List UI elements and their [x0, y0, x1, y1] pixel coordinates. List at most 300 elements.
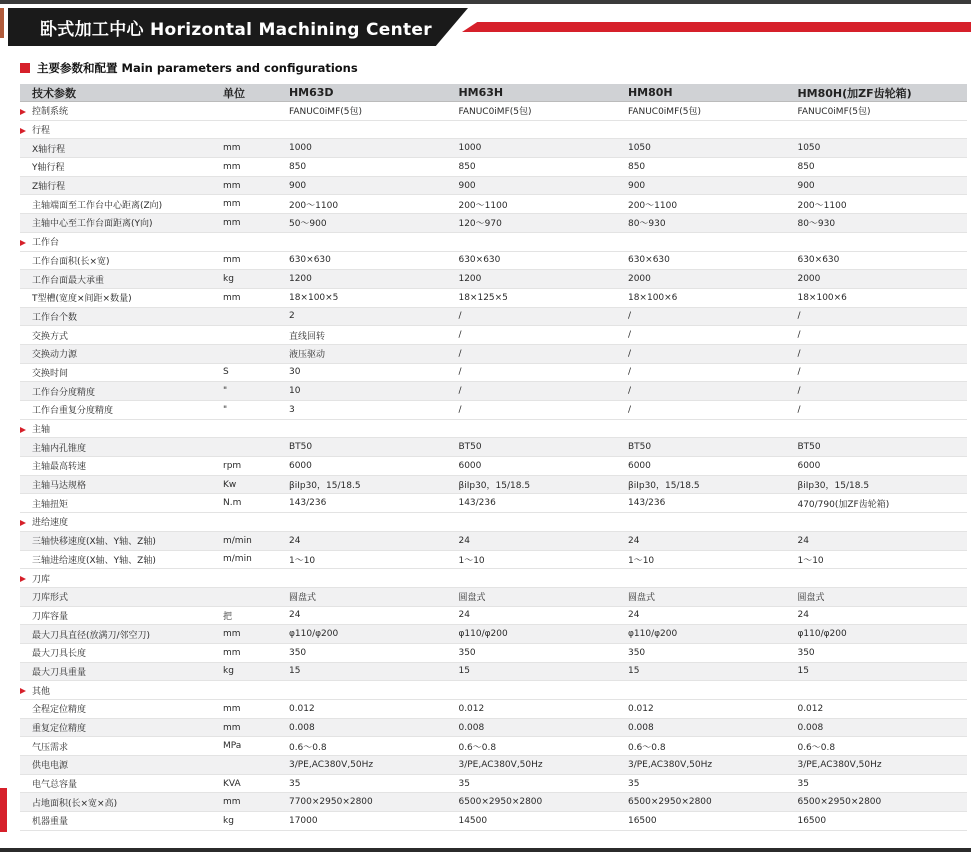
red-triangle-icon — [20, 520, 26, 526]
value-cell — [289, 513, 459, 532]
page-title: 卧式加工中心 Horizontal Machining Center — [40, 20, 432, 40]
unit-cell: 把 — [223, 606, 289, 625]
unit-cell — [223, 756, 289, 775]
param-name-cell: 主轴端面至工作台中心距离(Z向) — [20, 195, 223, 214]
value-cell: / — [458, 401, 628, 420]
unit-cell — [223, 307, 289, 326]
param-name-cell: 工作台面积(长×宽) — [20, 251, 223, 270]
value-cell: 24 — [628, 606, 798, 625]
value-cell: 24 — [458, 531, 628, 550]
table-row — [20, 401, 967, 420]
value-cell: 850 — [458, 158, 628, 177]
column-header-hm63d: HM63D — [289, 84, 459, 102]
param-name-cell: 最大刀具长度 — [20, 643, 223, 662]
value-cell: 圆盘式 — [628, 587, 798, 606]
group-label: 其他 — [32, 686, 51, 697]
value-cell: 圆盘式 — [797, 587, 967, 606]
param-name-cell: 主轴马达规格 — [20, 475, 223, 494]
table-header-row — [20, 84, 967, 102]
value-cell: 200～1100 — [628, 195, 798, 214]
unit-cell — [223, 419, 289, 438]
value-cell: 1000 — [289, 139, 459, 158]
value-cell — [458, 120, 628, 139]
value-cell: φ110/φ200 — [289, 625, 459, 644]
param-name-cell: 气压需求 — [20, 737, 223, 756]
value-cell: 18×100×6 — [628, 288, 798, 307]
value-cell: 15 — [458, 662, 628, 681]
param-name-cell: 供电电源 — [20, 756, 223, 775]
value-cell: 630×630 — [289, 251, 459, 270]
group-label: 行程 — [32, 126, 51, 137]
value-cell: / — [628, 401, 798, 420]
table-row — [20, 251, 967, 270]
unit-cell: mm — [223, 700, 289, 719]
value-cell: 630×630 — [797, 251, 967, 270]
value-cell: 35 — [458, 774, 628, 793]
value-cell: φ110/φ200 — [628, 625, 798, 644]
table-group-row — [20, 569, 967, 588]
value-cell: / — [797, 326, 967, 345]
table-row — [20, 494, 967, 513]
param-name-cell: 重复定位精度 — [20, 718, 223, 737]
value-cell: BT50 — [458, 438, 628, 457]
value-cell — [289, 232, 459, 251]
unit-cell — [223, 569, 289, 588]
value-cell: 2000 — [628, 270, 798, 289]
red-triangle-icon — [20, 240, 26, 246]
param-name-cell — [20, 513, 223, 532]
value-cell — [289, 419, 459, 438]
value-cell: βiIp30，15/18.5 — [628, 475, 798, 494]
table-row — [20, 774, 967, 793]
spec-table-body — [20, 102, 967, 831]
group-label: 进给速度 — [32, 518, 69, 529]
value-cell: / — [628, 307, 798, 326]
value-cell: 6000 — [458, 457, 628, 476]
value-cell: 900 — [289, 176, 459, 195]
unit-cell: kg — [223, 270, 289, 289]
value-cell: 1～10 — [797, 550, 967, 569]
param-name-cell: X轴行程 — [20, 139, 223, 158]
value-cell — [458, 513, 628, 532]
value-cell: 1050 — [628, 139, 798, 158]
value-cell: 630×630 — [458, 251, 628, 270]
unit-cell: " — [223, 382, 289, 401]
table-row — [20, 457, 967, 476]
param-name-cell — [20, 102, 223, 121]
column-header-unit: 单位 — [223, 84, 289, 102]
value-cell — [289, 569, 459, 588]
unit-cell — [223, 120, 289, 139]
group-label: 刀库 — [32, 574, 51, 585]
table-row — [20, 643, 967, 662]
unit-cell: m/min — [223, 531, 289, 550]
spec-table — [20, 84, 967, 831]
value-cell: 16500 — [628, 812, 798, 831]
value-cell: 15 — [289, 662, 459, 681]
param-name-cell: 主轴扭矩 — [20, 494, 223, 513]
table-row — [20, 531, 967, 550]
value-cell: 35 — [289, 774, 459, 793]
value-cell: 120～970 — [458, 214, 628, 233]
value-cell: / — [458, 307, 628, 326]
value-cell: 143/236 — [458, 494, 628, 513]
value-cell: 18×125×5 — [458, 288, 628, 307]
value-cell: 0.012 — [628, 700, 798, 719]
value-cell: 24 — [458, 606, 628, 625]
table-row — [20, 662, 967, 681]
top-border — [0, 0, 971, 4]
table-row — [20, 812, 967, 831]
unit-cell: rpm — [223, 457, 289, 476]
unit-cell: MPa — [223, 737, 289, 756]
value-cell: 0.6～0.8 — [797, 737, 967, 756]
value-cell: 35 — [797, 774, 967, 793]
value-cell — [797, 681, 967, 700]
unit-cell: mm — [223, 214, 289, 233]
table-row — [20, 288, 967, 307]
column-header-hm80h-zf: HM80H(加ZF齿轮箱) — [797, 84, 967, 102]
table-row — [20, 756, 967, 775]
group-label: 控制系统 — [32, 107, 69, 118]
table-row — [20, 214, 967, 233]
value-cell: 900 — [797, 176, 967, 195]
value-cell: 24 — [797, 531, 967, 550]
unit-cell: mm — [223, 176, 289, 195]
value-cell: βiIp30，15/18.5 — [458, 475, 628, 494]
value-cell: / — [797, 382, 967, 401]
value-cell: / — [458, 326, 628, 345]
value-cell: / — [628, 326, 798, 345]
value-cell: 1200 — [458, 270, 628, 289]
group-label: 工作台 — [32, 238, 60, 249]
table-row — [20, 625, 967, 644]
param-name-cell: 刀库容量 — [20, 606, 223, 625]
value-cell: / — [628, 382, 798, 401]
value-cell: 6500×2950×2800 — [628, 793, 798, 812]
value-cell: / — [628, 344, 798, 363]
table-row — [20, 344, 967, 363]
value-cell: 143/236 — [628, 494, 798, 513]
param-name-cell: 占地面积(长×宽×高) — [20, 793, 223, 812]
value-cell: 0.008 — [797, 718, 967, 737]
value-cell: 0.6～0.8 — [458, 737, 628, 756]
section-heading — [20, 60, 358, 76]
value-cell: 200～1100 — [289, 195, 459, 214]
param-name-cell: 交换方式 — [20, 326, 223, 345]
unit-cell: mm — [223, 625, 289, 644]
red-triangle-icon — [20, 576, 26, 582]
value-cell: 200～1100 — [797, 195, 967, 214]
unit-cell — [223, 232, 289, 251]
value-cell: 15 — [797, 662, 967, 681]
value-cell — [458, 681, 628, 700]
table-group-row — [20, 232, 967, 251]
table-group-row — [20, 102, 967, 121]
unit-cell: KVA — [223, 774, 289, 793]
value-cell: 3/PE,AC380V,50Hz — [628, 756, 798, 775]
value-cell: 900 — [628, 176, 798, 195]
param-name-cell: T型槽(宽度×间距×数量) — [20, 288, 223, 307]
value-cell: 0.6～0.8 — [628, 737, 798, 756]
value-cell: 1000 — [458, 139, 628, 158]
unit-cell — [223, 513, 289, 532]
value-cell: 16500 — [797, 812, 967, 831]
value-cell: BT50 — [628, 438, 798, 457]
value-cell: 圆盘式 — [458, 587, 628, 606]
value-cell — [628, 569, 798, 588]
value-cell: 6000 — [289, 457, 459, 476]
value-cell: 1～10 — [458, 550, 628, 569]
value-cell — [797, 120, 967, 139]
param-name-cell: 刀库形式 — [20, 587, 223, 606]
unit-cell: kg — [223, 812, 289, 831]
param-name-cell: Y轴行程 — [20, 158, 223, 177]
value-cell: 3/PE,AC380V,50Hz — [458, 756, 628, 775]
param-name-cell: 最大刀具重量 — [20, 662, 223, 681]
value-cell: 35 — [628, 774, 798, 793]
value-cell: 900 — [458, 176, 628, 195]
value-cell: 24 — [289, 606, 459, 625]
value-cell: 1050 — [797, 139, 967, 158]
value-cell: 6500×2950×2800 — [797, 793, 967, 812]
value-cell: / — [458, 363, 628, 382]
value-cell: 350 — [628, 643, 798, 662]
bottom-border — [0, 848, 971, 852]
table-group-row — [20, 681, 967, 700]
table-row — [20, 307, 967, 326]
value-cell: 7700×2950×2800 — [289, 793, 459, 812]
title-red-stripe — [462, 22, 971, 32]
unit-cell — [223, 438, 289, 457]
value-cell: FANUC0iMF(5包) — [458, 102, 628, 121]
value-cell: / — [458, 344, 628, 363]
table-row — [20, 382, 967, 401]
value-cell: βiIp30，15/18.5 — [797, 475, 967, 494]
unit-cell: " — [223, 401, 289, 420]
value-cell: βiIp30，15/18.5 — [289, 475, 459, 494]
table-row — [20, 363, 967, 382]
value-cell: FANUC0iMF(5包) — [797, 102, 967, 121]
table-row — [20, 326, 967, 345]
column-header-hm63h: HM63H — [458, 84, 628, 102]
param-name-cell: 全程定位精度 — [20, 700, 223, 719]
table-group-row — [20, 513, 967, 532]
table-row — [20, 270, 967, 289]
value-cell — [458, 569, 628, 588]
param-name-cell: 主轴内孔锥度 — [20, 438, 223, 457]
value-cell: 30 — [289, 363, 459, 382]
value-cell: 15 — [628, 662, 798, 681]
unit-cell: mm — [223, 139, 289, 158]
value-cell: BT50 — [289, 438, 459, 457]
column-header-hm80h: HM80H — [628, 84, 798, 102]
unit-cell: mm — [223, 288, 289, 307]
param-name-cell — [20, 419, 223, 438]
value-cell: 3/PE,AC380V,50Hz — [797, 756, 967, 775]
param-name-cell — [20, 120, 223, 139]
value-cell: 0.008 — [289, 718, 459, 737]
value-cell: 850 — [289, 158, 459, 177]
value-cell: 18×100×6 — [797, 288, 967, 307]
unit-cell: mm — [223, 251, 289, 270]
value-cell: 0.012 — [797, 700, 967, 719]
value-cell: / — [797, 344, 967, 363]
value-cell: 350 — [458, 643, 628, 662]
unit-cell: mm — [223, 718, 289, 737]
value-cell: 24 — [797, 606, 967, 625]
value-cell: 1～10 — [289, 550, 459, 569]
value-cell: 14500 — [458, 812, 628, 831]
value-cell: FANUC0iMF(5包) — [289, 102, 459, 121]
param-name-cell: 电气总容量 — [20, 774, 223, 793]
param-name-cell: Z轴行程 — [20, 176, 223, 195]
table-row — [20, 139, 967, 158]
param-name-cell: 主轴最高转速 — [20, 457, 223, 476]
param-name-cell — [20, 232, 223, 251]
unit-cell: kg — [223, 662, 289, 681]
value-cell: 80～930 — [628, 214, 798, 233]
red-triangle-icon — [20, 109, 26, 115]
red-triangle-icon — [20, 688, 26, 694]
value-cell: 6000 — [797, 457, 967, 476]
unit-cell: S — [223, 363, 289, 382]
value-cell: 0.012 — [289, 700, 459, 719]
param-name-cell: 工作台面最大承重 — [20, 270, 223, 289]
value-cell — [628, 513, 798, 532]
value-cell — [628, 681, 798, 700]
value-cell — [458, 419, 628, 438]
value-cell: 24 — [628, 531, 798, 550]
value-cell: 24 — [289, 531, 459, 550]
section-heading-text: 主要参数和配置 Main parameters and configurations — [37, 61, 358, 75]
value-cell: / — [797, 307, 967, 326]
value-cell — [797, 232, 967, 251]
table-row — [20, 475, 967, 494]
param-name-cell — [20, 681, 223, 700]
value-cell: / — [628, 363, 798, 382]
red-triangle-icon — [20, 427, 26, 433]
table-row — [20, 793, 967, 812]
value-cell: 6000 — [628, 457, 798, 476]
value-cell: 1200 — [289, 270, 459, 289]
value-cell: / — [458, 382, 628, 401]
table-row — [20, 718, 967, 737]
unit-cell: mm — [223, 793, 289, 812]
param-name-cell: 交换时间 — [20, 363, 223, 382]
value-cell: 3 — [289, 401, 459, 420]
table-row — [20, 158, 967, 177]
param-name-cell: 工作台个数 — [20, 307, 223, 326]
value-cell — [628, 419, 798, 438]
unit-cell: m/min — [223, 550, 289, 569]
red-square-icon — [20, 63, 30, 73]
param-name-cell: 交换动力源 — [20, 344, 223, 363]
value-cell: 0.008 — [458, 718, 628, 737]
table-row — [20, 438, 967, 457]
red-triangle-icon — [20, 128, 26, 134]
value-cell — [797, 569, 967, 588]
value-cell: 1～10 — [628, 550, 798, 569]
value-cell: 350 — [797, 643, 967, 662]
value-cell: 圆盘式 — [289, 587, 459, 606]
unit-cell: mm — [223, 158, 289, 177]
value-cell — [797, 419, 967, 438]
param-name-cell: 三轴快移速度(X轴、Y轴、Z轴) — [20, 531, 223, 550]
value-cell: 17000 — [289, 812, 459, 831]
value-cell: 0.008 — [628, 718, 798, 737]
unit-cell: Kw — [223, 475, 289, 494]
value-cell: FANUC0iMF(5包) — [628, 102, 798, 121]
param-name-cell: 主轴中心至工作台面距离(Y向) — [20, 214, 223, 233]
unit-cell: mm — [223, 643, 289, 662]
table-row — [20, 195, 967, 214]
value-cell: / — [797, 401, 967, 420]
value-cell: φ110/φ200 — [458, 625, 628, 644]
value-cell: 80～930 — [797, 214, 967, 233]
value-cell: 18×100×5 — [289, 288, 459, 307]
table-row — [20, 176, 967, 195]
column-header-param: 技术参数 — [20, 84, 223, 102]
unit-cell — [223, 326, 289, 345]
unit-cell — [223, 344, 289, 363]
table-row — [20, 587, 967, 606]
table-group-row — [20, 120, 967, 139]
unit-cell: N.m — [223, 494, 289, 513]
value-cell: 直线回转 — [289, 326, 459, 345]
value-cell: 143/236 — [289, 494, 459, 513]
value-cell: 2 — [289, 307, 459, 326]
value-cell: 液压驱动 — [289, 344, 459, 363]
value-cell: / — [797, 363, 967, 382]
value-cell: 50～900 — [289, 214, 459, 233]
table-row — [20, 550, 967, 569]
left-accent-top — [0, 8, 4, 38]
value-cell: 850 — [797, 158, 967, 177]
value-cell — [628, 232, 798, 251]
table-group-row — [20, 419, 967, 438]
value-cell — [289, 681, 459, 700]
param-name-cell: 工作台重复分度精度 — [20, 401, 223, 420]
value-cell — [628, 120, 798, 139]
value-cell: 350 — [289, 643, 459, 662]
value-cell: 2000 — [797, 270, 967, 289]
table-row — [20, 700, 967, 719]
value-cell: 0.6～0.8 — [289, 737, 459, 756]
value-cell: 200～1100 — [458, 195, 628, 214]
value-cell: 6500×2950×2800 — [458, 793, 628, 812]
value-cell: φ110/φ200 — [797, 625, 967, 644]
value-cell: 470/790(加ZF齿轮箱) — [797, 494, 967, 513]
value-cell: BT50 — [797, 438, 967, 457]
table-row — [20, 737, 967, 756]
value-cell — [797, 513, 967, 532]
value-cell — [289, 120, 459, 139]
group-label: 主轴 — [32, 425, 51, 436]
unit-cell — [223, 102, 289, 121]
value-cell — [458, 232, 628, 251]
value-cell: 850 — [628, 158, 798, 177]
param-name-cell: 三轴进给速度(X轴、Y轴、Z轴) — [20, 550, 223, 569]
param-name-cell: 最大刀具直径(放满刀/邻空刀) — [20, 625, 223, 644]
left-red-accent — [0, 788, 7, 832]
param-name-cell: 工作台分度精度 — [20, 382, 223, 401]
unit-cell — [223, 681, 289, 700]
unit-cell: mm — [223, 195, 289, 214]
param-name-cell — [20, 569, 223, 588]
value-cell: 0.012 — [458, 700, 628, 719]
table-row — [20, 606, 967, 625]
